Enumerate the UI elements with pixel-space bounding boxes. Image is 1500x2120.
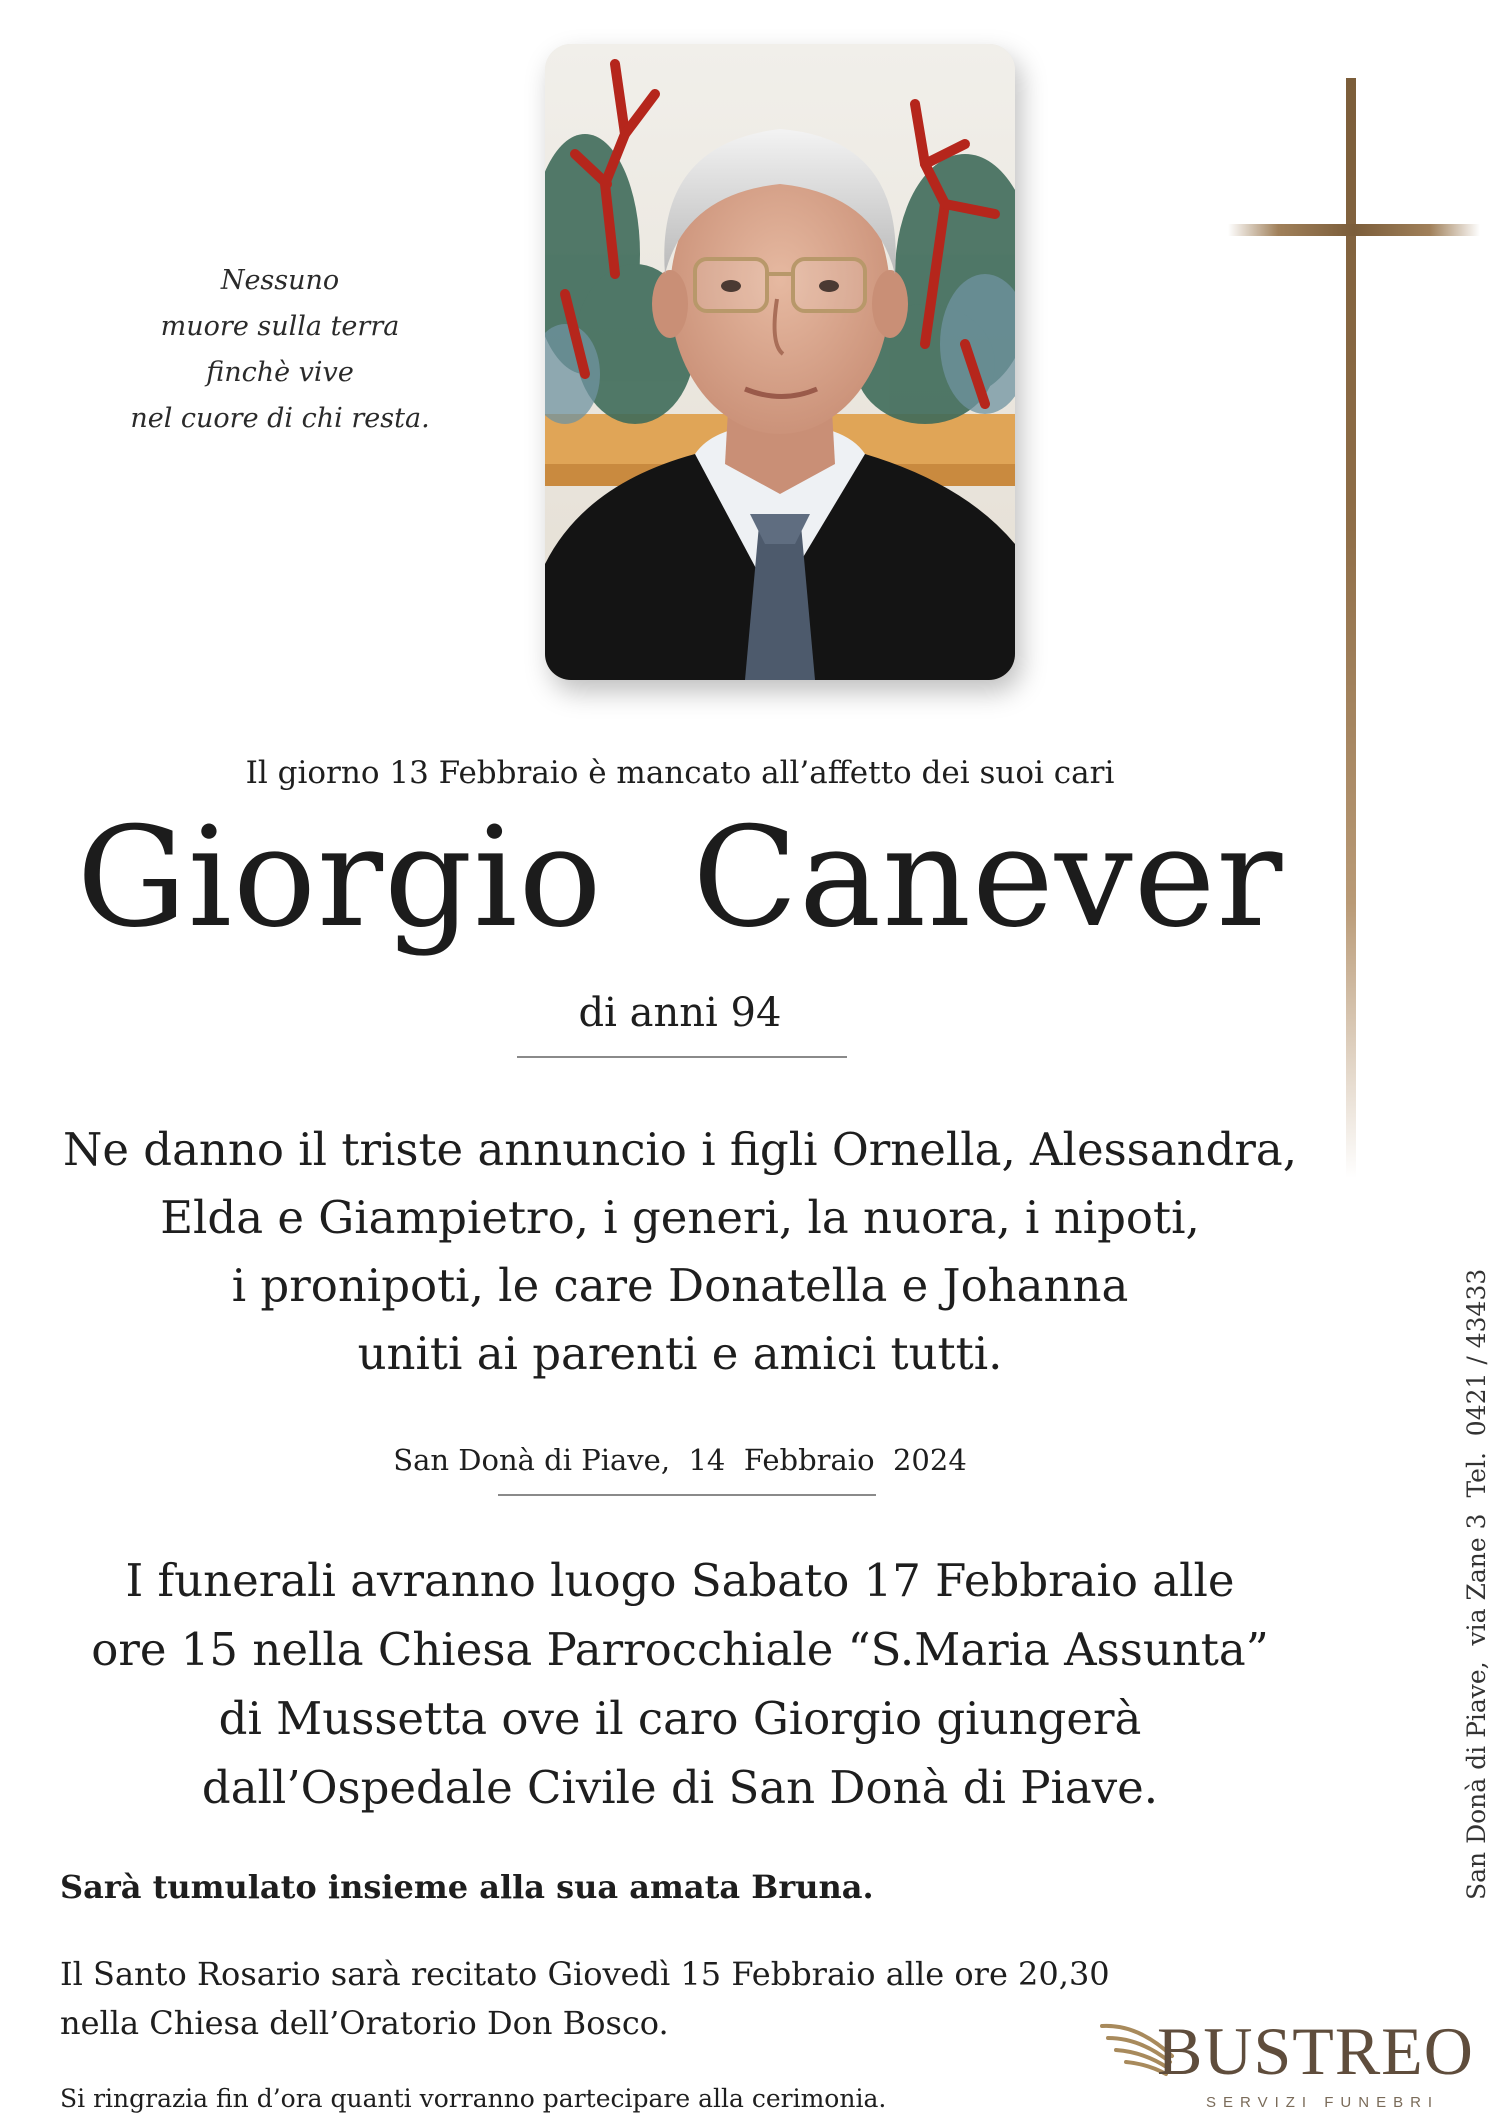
- funeral-details: [10, 1546, 1350, 1822]
- quote-line: nel cuore di chi resta.: [130, 403, 430, 434]
- portrait-illustration: [545, 44, 1015, 680]
- quote-line: Nessuno: [220, 265, 340, 296]
- deceased-name: Giorgio Canever: [76, 797, 1284, 958]
- announcement-line: Ne danno il triste annuncio i figli Ornella, Alessandra,: [62, 1123, 1298, 1176]
- burial-note: Sarà tumulato insieme alla sua amata Bruna.: [60, 1868, 874, 1906]
- divider: [498, 1494, 876, 1496]
- rosary-line: nella Chiesa dell’Oratorio Don Bosco.: [60, 2004, 669, 2042]
- funeral-home-tagline: SERVIZI FUNEBRI: [1206, 2094, 1440, 2111]
- funeral-line: di Mussetta ove il caro Giorgio giungerà: [218, 1692, 1142, 1745]
- quote-line: muore sulla terra: [160, 311, 400, 342]
- quote-line: finchè vive: [206, 357, 354, 388]
- death-notice-intro: Il giorno 13 Febbraio è mancato all’affetto dei suoi cari: [245, 755, 1115, 791]
- announcement-line: uniti ai parenti e amici tutti.: [357, 1327, 1003, 1380]
- announcement-line: i pronipoti, le care Donatella e Johanna: [231, 1259, 1129, 1312]
- announcement-line: Elda e Giampietro, i generi, la nuora, i nipoti,: [160, 1191, 1200, 1244]
- thanks-note: Si ringrazia fin d’ora quanti vorranno partecipare alla cerimonia.: [60, 2084, 887, 2113]
- rosary-details: [60, 1950, 1160, 2048]
- divider: [517, 1056, 847, 1058]
- notice-date: San Donà di Piave, 14 Febbraio 2024: [393, 1443, 967, 1477]
- cross-horizontal-bar: [1228, 224, 1480, 236]
- memorial-quote: [110, 258, 450, 442]
- funeral-home-contact: San Donà di Piave, via Zane 3 Tel. 0421 / 43433: [1462, 1268, 1491, 1900]
- funeral-home-logo: BUSTREO: [1157, 2013, 1474, 2089]
- funeral-line: I funerali avranno luogo Sabato 17 Febbraio alle: [125, 1554, 1235, 1607]
- funeral-line: ore 15 nella Chiesa Parrocchiale “S.Maria Assunta”: [91, 1623, 1269, 1676]
- funeral-line: dall’Ospedale Civile di San Donà di Piave.: [201, 1761, 1159, 1814]
- rosary-line: Il Santo Rosario sarà recitato Giovedì 15 Febbraio alle ore 20,30: [60, 1955, 1110, 1993]
- portrait-photo: [545, 44, 1015, 680]
- deceased-age: di anni 94: [578, 990, 782, 1036]
- family-announcement: [20, 1116, 1340, 1388]
